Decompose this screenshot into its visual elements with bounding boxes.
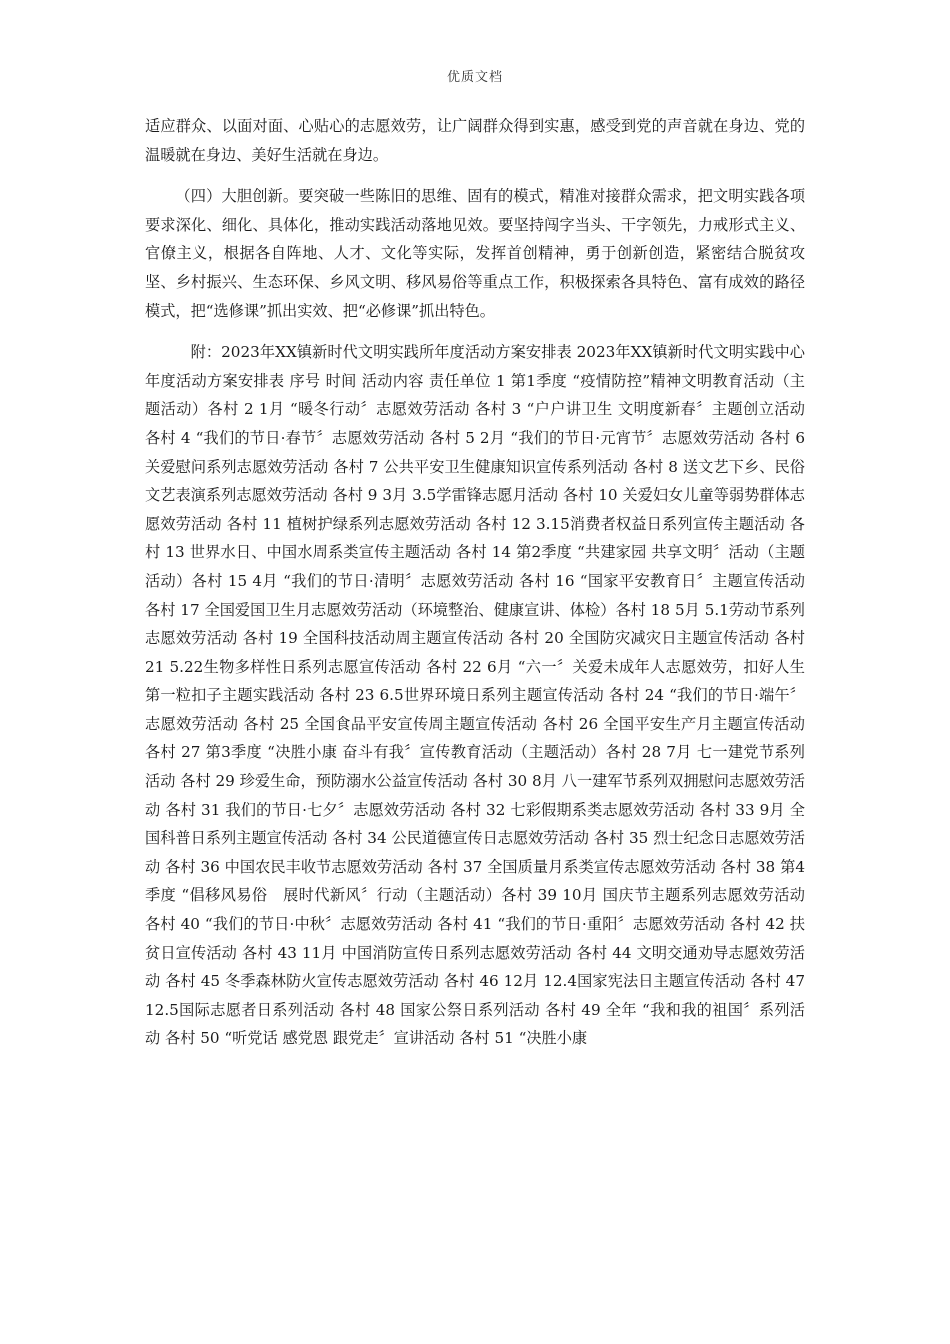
paragraph-intro: 适应群众、以面对面、心贴心的志愿效劳，让广阔群众得到实惠，感受到党的声音就在身边、党的温暖就在身边、美好生活就在身边。: [145, 117, 805, 164]
paragraph-innovation: （四）大胆创新。要突破一些陈旧的思维、固有的模式，精准对接群众需求，把文明实践各项要求深化、细化、具体化，推动实践活动落地见效。要坚持闯字当头、干字领先，力戒形式主义、官僚主义，根据各自阵地、人才、文化等实际，发挥首创精神，勇于创新创造，紧密结合脱贫攻坚、乡村振兴、生态环保、乡风文明、移风易俗等重点工作，积极探索各具特色、富有成效的路径模式，把“选修课”抓出实效、把“必修课”抓出特色。: [145, 187, 805, 320]
document-body: [145, 112, 805, 1053]
paragraph-appendix-schedule: 附：2023年XX镇新时代文明实践所年度活动方案安排表 2023年XX镇新时代文明实践中心年度活动方案安排表 序号 时间 活动内容 责任单位 1 第1季度 “疫情防控”精神文明教育活动（主题活动）各村 2 1月 “暖冬行动〞志愿效劳活动 各村 3 “户户讲卫生 文明度新春〞主题创立活动 各村 4 “我们的节日·春节〞志愿效劳活动 各村 5 2月 “我们的节日·元宵节〞志愿效劳活动 各村 6 关爱慰问系列志愿效劳活动 各村 7 公共平安卫生健康知识宣传系列活动 各村 8 送文艺下乡、民俗文艺表演系列志愿效劳活动 各村 9 3月 3.5学雷锋志愿月活动 各村 10 关爱妇女儿童等弱势群体志愿效劳活动 各村 11 植树护绿系列志愿效劳活动 各村 12 3.15消费者权益日系列宣传主题活动 各村 13 世界水日、中国水周系类宣传主题活动 各村 14 第2季度 “共建家园 共享文明〞活动（主题活动）各村 15 4月 “我们的节日·清明〞志愿效劳活动 各村 16 “国家平安教育日〞主题宣传活动 各村 17 全国爱国卫生月志愿效劳活动（环境整治、健康宣讲、体检）各村 18 5月 5.1劳动节系列志愿效劳活动 各村 19 全国科技活动周主题宣传活动 各村 20 全国防灾减灾日主题宣传活动 各村 21 5.22生物多样性日系列志愿宣传活动 各村 22 6月 “六一〞关爱未成年人志愿效劳，扣好人生第一粒扣子主题实践活动 各村 23 6.5世界环境日系列主题宣传活动 各村 24 “我们的节日·端午〞志愿效劳活动 各村 25 全国食品平安宣传周主题宣传活动 各村 26 全国平安生产月主题宣传活动 各村 27 第3季度 “决胜小康 奋斗有我〞宣传教育活动（主题活动）各村 28 7月 七一建党节系列活动 各村 29 珍爱生命，预防溺水公益宣传活动 各村 30 8月 八一建军节系列双拥慰问志愿效劳活动 各村 31 我们的节日·七夕〞志愿效劳活动 各村 32 七彩假期系类志愿效劳活动 各村 33 9月 全国科普日系列主题宣传活动 各村 34 公民道德宣传日志愿效劳活动 各村 35 烈士纪念日志愿效劳活动 各村 36 中国农民丰收节志愿效劳活动 各村 37 全国质量月系类宣传志愿效劳活动 各村 38 第4季度 “倡移风易俗 展时代新风〞行动（主题活动）各村 39 10月 国庆节主题系列志愿效劳活动 各村 40 “我们的节日·中秋〞志愿效劳活动 各村 41 “我们的节日·重阳〞志愿效劳活动 各村 42 扶贫日宣传活动 各村 43 11月 中国消防宣传日系列志愿效劳活动 各村 44 文明交通劝导志愿效劳活动 各村 45 冬季森林防火宣传志愿效劳活动 各村 46 12月 12.4国家宪法日主题宣传活动 各村 47 12.5国际志愿者日系列活动 各村 48 国家公祭日系列活动 各村 49 全年 “我和我的祖国〞系列活动 各村 50 “听党话 感党恩 跟党走〞宣讲活动 各村 51 “决胜小康: [145, 343, 805, 1048]
page-header: 优质文档: [446, 70, 503, 85]
